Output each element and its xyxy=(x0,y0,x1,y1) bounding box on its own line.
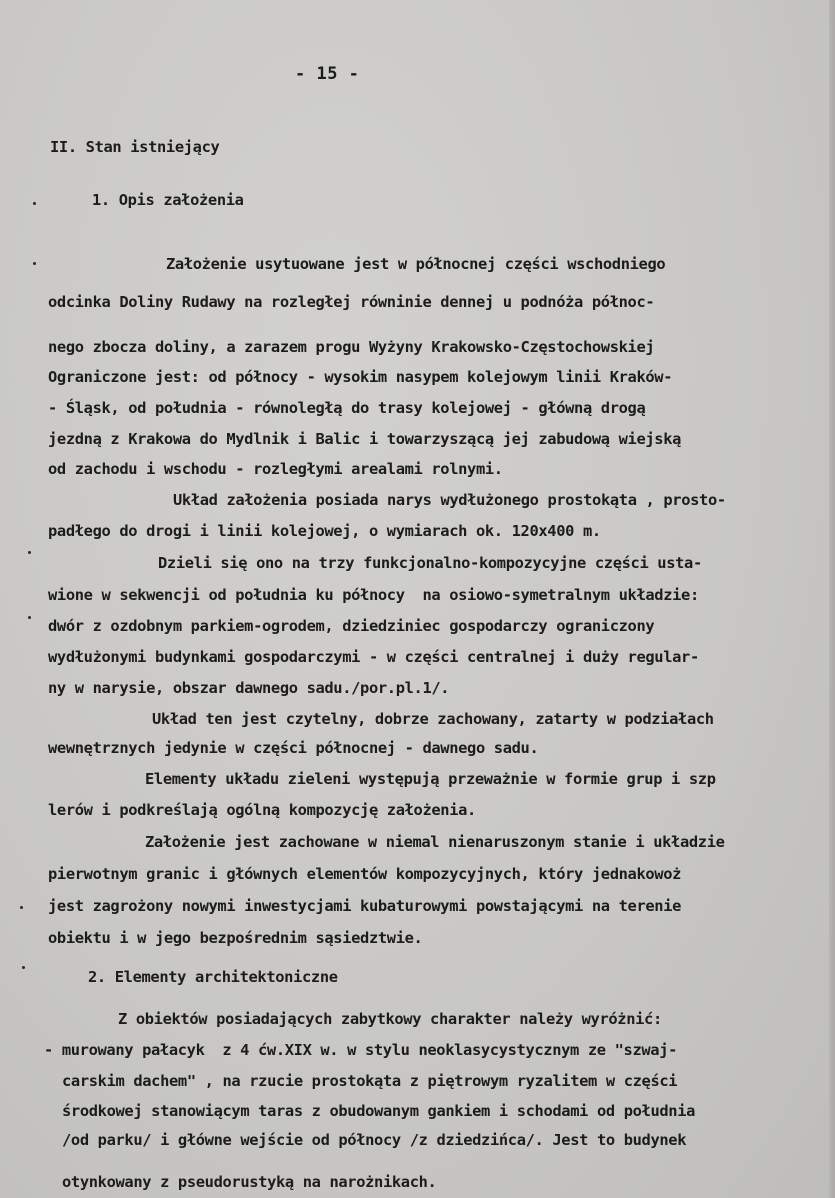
section-1-title: 1. Opis założenia xyxy=(92,191,244,209)
text-line: Układ ten jest czytelny, dobrze zachowany, zatarty w podziałach xyxy=(152,710,714,728)
text-line: jezdną z Krakowa do Mydlnik i Balic i towarzyszącą jej zabudową wiejską xyxy=(48,430,682,448)
margin-speck xyxy=(33,262,36,265)
scan-edge xyxy=(829,0,835,1198)
text-line: lerów i podkreślają ogólną kompozycję założenia. xyxy=(48,801,476,819)
page-number: - 15 - xyxy=(295,64,360,84)
text-line: Z obiektów posiadających zabytkowy charakter należy wyróżnić: xyxy=(118,1010,662,1028)
text-line: padłego do drogi i linii kolejowej, o wymiarach ok. 120x400 m. xyxy=(48,522,601,540)
text-line: wione w sekwencji od południa ku północy na osiowo-symetralnym układzie: xyxy=(48,586,699,604)
text-line: /od parku/ i główne wejście od północy /z dziedzińca/. Jest to budynek xyxy=(62,1131,687,1149)
chapter-heading: II. Stan istniejący xyxy=(50,138,220,156)
text-line: Założenie jest zachowane w niemal nienaruszonym stanie i układzie xyxy=(145,833,725,851)
text-line: jest zagrożony nowymi inwestycjami kubaturowymi powstającymi na terenie xyxy=(48,897,682,915)
text-line: dwór z ozdobnym parkiem-ogrodem, dziedziniec gospodarczy ograniczony xyxy=(48,617,655,635)
text-line: pierwotnym granic i głównych elementów kompozycyjnych, który jednakowoż xyxy=(48,865,682,883)
text-line: Dzieli się ono na trzy funkcjonalno-kompozycyjne części usta- xyxy=(158,554,702,572)
text-line: obiektu i w jego bezpośrednim sąsiedztwie. xyxy=(48,929,423,947)
text-line: ny w narysie, obszar dawnego sadu./por.pl.1/. xyxy=(48,679,450,697)
text-line: - Śląsk, od południa - równoległą do trasy kolejowej - główną drogą xyxy=(48,399,646,417)
text-line: wewnętrznych jedynie w części północnej - dawnego sadu. xyxy=(48,739,539,757)
margin-speck xyxy=(28,551,31,554)
text-line: Elementy układu zieleni występują przeważnie w formie grup i szp xyxy=(145,770,716,788)
text-line: od zachodu i wschodu - rozległymi arealami rolnymi. xyxy=(48,460,503,478)
text-line: - murowany pałacyk z 4 ćw.XIX w. w stylu neoklasycystycznym ze "szwaj- xyxy=(44,1041,678,1059)
text-line: Układ założenia posiada narys wydłużonego prostokąta , prosto- xyxy=(173,491,726,509)
text-line: środkowej stanowiącym taras z obudowanym gankiem i schodami od południa xyxy=(62,1102,696,1120)
text-line: carskim dachem" , na rzucie prostokąta z piętrowym ryzalitem w części xyxy=(62,1072,678,1090)
text-line: nego zbocza doliny, a zarazem progu Wyżyny Krakowsko-Częstochowskiej xyxy=(48,338,655,356)
text-line: Ograniczone jest: od północy - wysokim nasypem kolejowym linii Kraków- xyxy=(48,368,673,386)
section-2-title: 2. Elementy architektoniczne xyxy=(88,968,338,986)
text-line: Założenie usytuowane jest w północnej części wschodniego xyxy=(166,255,666,273)
margin-speck xyxy=(28,616,31,619)
margin-speck xyxy=(22,966,25,969)
text-line: odcinka Doliny Rudawy na rozległej równinie dennej u podnóża północ- xyxy=(48,293,655,311)
text-line: wydłużonymi budynkami gospodarczymi - w części centralnej i duży regular- xyxy=(48,648,699,666)
margin-speck xyxy=(20,906,23,909)
margin-speck xyxy=(33,202,36,205)
text-line: otynkowany z pseudorustyką na narożnikach. xyxy=(62,1173,437,1191)
